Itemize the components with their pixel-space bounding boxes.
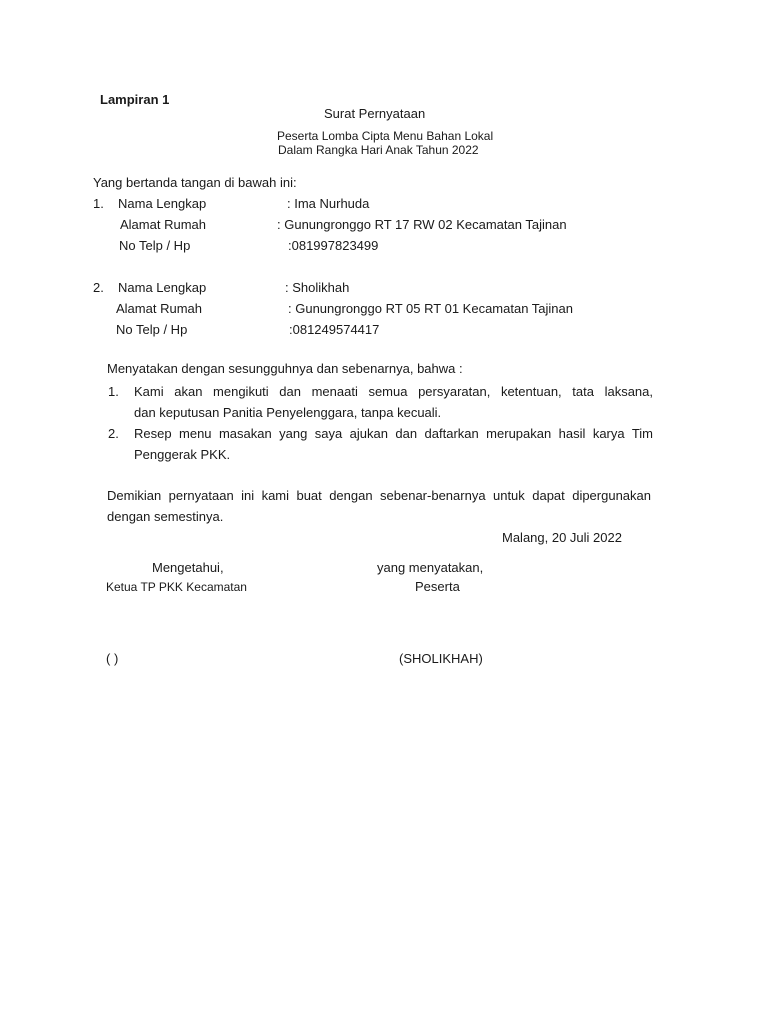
closing-line2: dengan semestinya. <box>107 509 224 524</box>
right-signature-role: Peserta <box>415 579 460 594</box>
statement-point-2-line1: Resep menu masakan yang saya ajukan dan daftarkan merupakan hasil karya Tim <box>134 426 653 441</box>
person-2-address-label: Alamat Rumah <box>116 301 202 316</box>
document-subtitle-line1: Peserta Lomba Cipta Menu Bahan Lokal <box>277 129 494 143</box>
person-1-phone-label: No Telp / Hp <box>119 238 191 253</box>
left-signature-heading: Mengetahui, <box>152 560 224 575</box>
document-title: Surat Pernyataan <box>324 106 426 121</box>
person-1-address-value: : Gunungronggo RT 17 RW 02 Kecamatan Tajinan <box>277 217 567 232</box>
statement-intro: Menyatakan dengan sesungguhnya dan sebenarnya, bahwa : <box>107 361 463 376</box>
person-2-phone-value: :081249574417 <box>289 322 380 337</box>
person-1-number: 1. <box>93 196 104 211</box>
person-2-number: 2. <box>93 280 104 295</box>
statement-point-2-number: 2. <box>108 426 119 441</box>
document-subtitle-line2: Dalam Rangka Hari Anak Tahun 2022 <box>278 143 479 157</box>
left-signature-role: Ketua TP PKK Kecamatan <box>106 580 247 594</box>
person-1-name-value: : Ima Nurhuda <box>287 196 370 211</box>
place-date: Malang, 20 Juli 2022 <box>502 530 622 545</box>
right-signature-name: (SHOLIKHAH) <box>399 651 483 666</box>
statement-point-1-line2: dan keputusan Panitia Penyelenggara, tanpa kecuali. <box>134 405 442 420</box>
person-2-name-value: : Sholikhah <box>285 280 350 295</box>
person-1-name-label: Nama Lengkap <box>118 196 207 211</box>
person-2-name-label: Nama Lengkap <box>118 280 207 295</box>
statement-point-1-number: 1. <box>108 384 119 399</box>
person-2-phone-label: No Telp / Hp <box>116 322 188 337</box>
person-1-address-label: Alamat Rumah <box>120 217 206 232</box>
intro-text: Yang bertanda tangan di bawah ini: <box>93 175 297 190</box>
statement-point-1-line1: Kami akan mengikuti dan menaati semua persyaratan, ketentuan, tata laksana, <box>134 384 653 399</box>
left-signature-name: ( ) <box>106 651 119 666</box>
statement-point-2-line2: Penggerak PKK. <box>134 447 231 462</box>
person-1-phone-value: :081997823499 <box>288 238 379 253</box>
right-signature-heading: yang menyatakan, <box>377 560 484 575</box>
attachment-label: Lampiran 1 <box>100 92 170 107</box>
person-2-address-value: : Gunungronggo RT 05 RT 01 Kecamatan Tajinan <box>288 301 573 316</box>
closing-line1: Demikian pernyataan ini kami buat dengan sebenar-benarnya untuk dapat dipergunakan <box>107 488 651 503</box>
